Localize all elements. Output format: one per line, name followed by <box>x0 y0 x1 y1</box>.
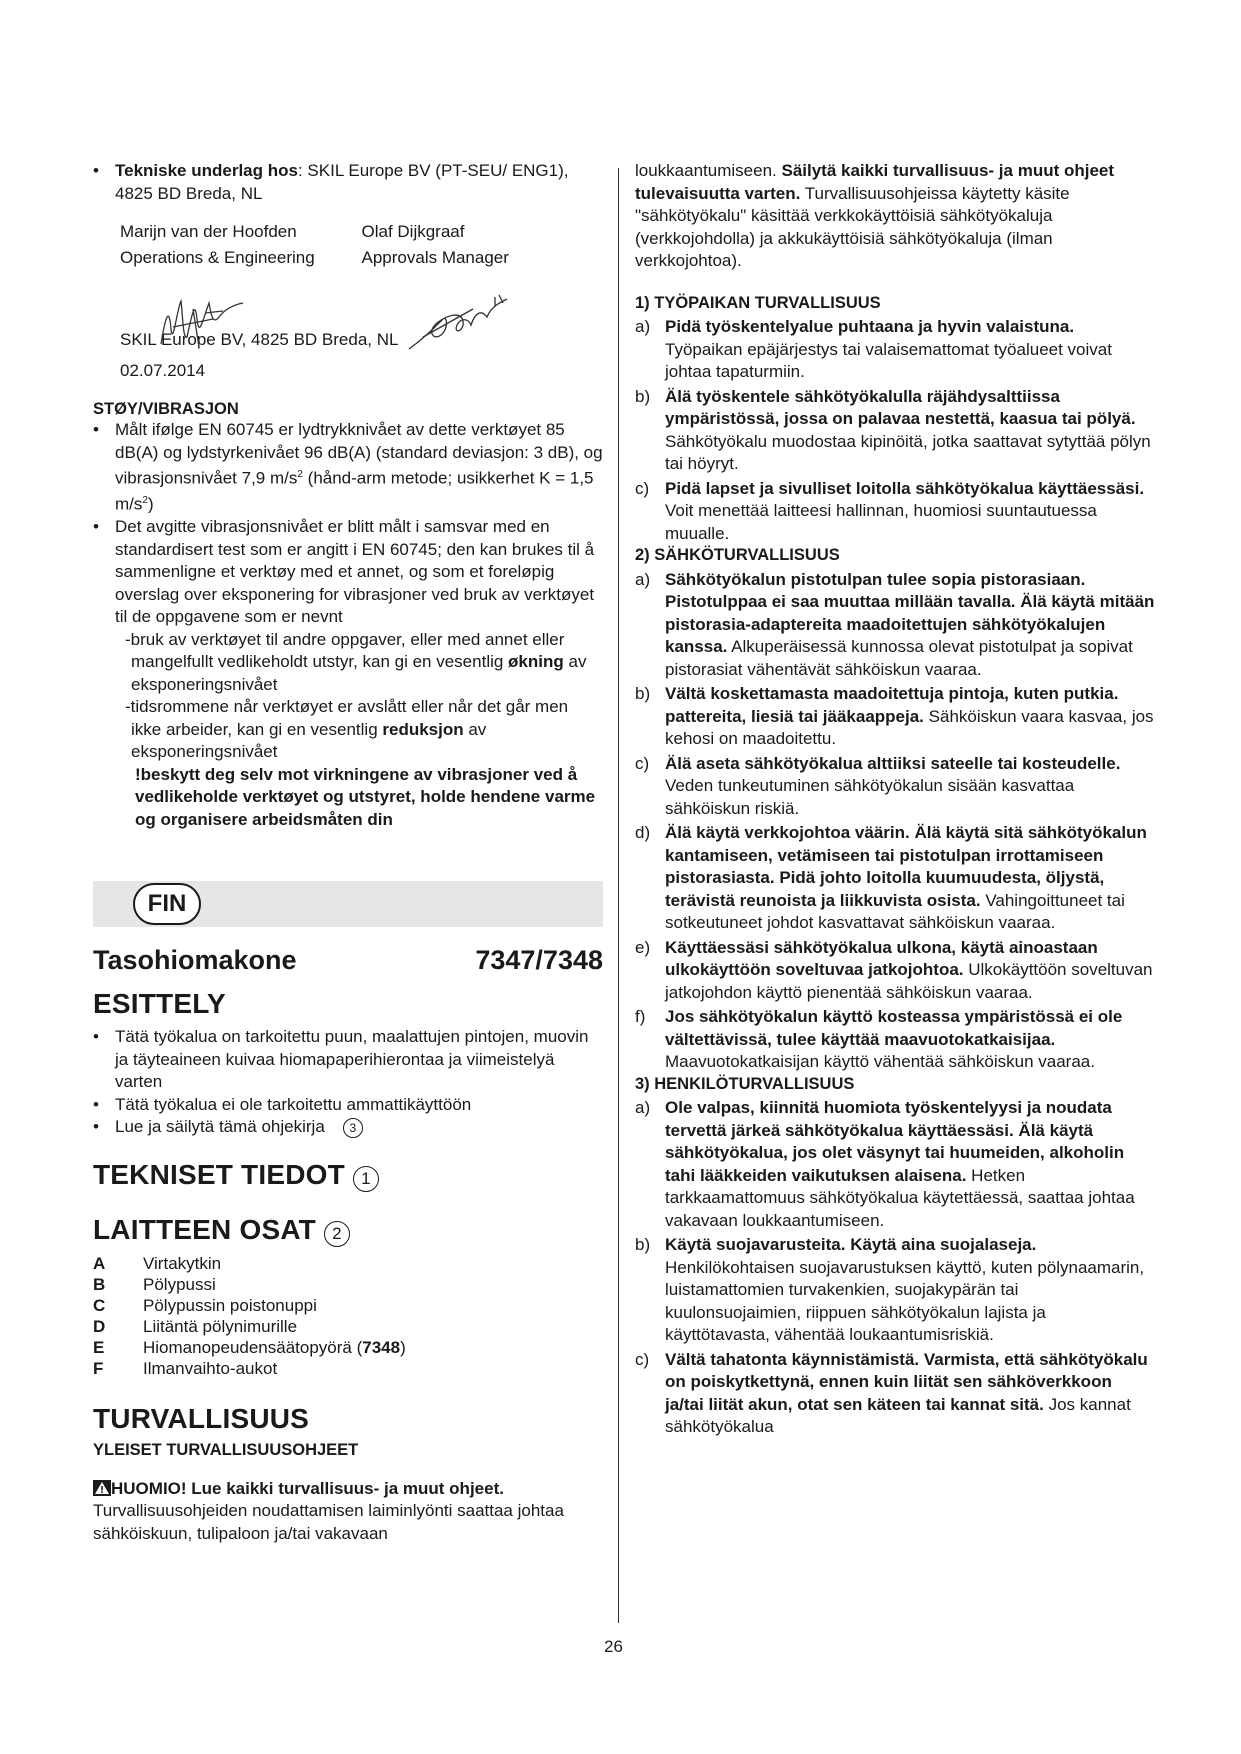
language-band <box>93 881 603 927</box>
safety-item-label: d) <box>635 823 651 842</box>
safety-item-bold: Älä työskentele sähkötyökalulla räjähdysalttiissa ympäristössä, jossa on palavaa nestettä, kaasua tai pölyä. <box>665 386 1136 428</box>
safety-item-label: c) <box>635 1349 650 1369</box>
safety-item-text: Henkilökohtaisen suojavarustuksen käyttö, kuten pölynaamarin, luistamattomien turvakenkien, suojakypärän tai kuulonsuojaimien, riippuen sähkötyökalun lajista ja käyttötavasta, vähentää loukaantumisriskiä. <box>665 1257 1145 1344</box>
safety-item-text: Alkuperäisessä kunnossa olevat pistotulpat ja sopivat pistorasiat vähentävät sähköiskun vaaraa. <box>665 637 1133 679</box>
intro-bullet-2: • Tätä työkalua ei ole tarkoitettu ammattikäyttöön <box>93 1094 603 1117</box>
part-item <box>93 1358 603 1379</box>
safety-item-label: c) <box>635 753 650 773</box>
part-label: Pölypussin poistonuppi <box>143 1295 317 1315</box>
safety-item <box>635 822 1155 935</box>
noise-bullet-2: • Det avgitte vibrasjonsnivået er blitt målt i samsvar med en standardisert test som er angitt i EN 60745; den kan brukes til å sammenligne et verktøy med et annet, og som et foreløpig overslag over eksponering for vibrasjoner ved bruk av verktøyet til de oppgavene som er nevnt <box>93 516 603 629</box>
safety-item-label: f) <box>635 1007 646 1026</box>
part-label: Virtakytkin <box>143 1253 222 1273</box>
noise-measure-text: Målt ifølge EN 60745 er lydtrykknivået av dette verktøyet 85 dB(A) og lydstyrkenivået 96 dB(A) (standard deviasjon: 3 dB), og vibrasjonsnivået 7,9 m/s <box>115 420 603 488</box>
safety-item-text: Hetken tarkkaamattomuus sähkötyökalua käytettäessä, saattaa johtaa vakavaan loukkaantumiseen. <box>665 1165 1135 1230</box>
intro-heading: ESITTELY <box>93 988 226 1020</box>
part-key: B <box>93 1274 106 1294</box>
signer-1 <box>120 219 362 271</box>
intro-bullet-3 <box>93 1116 603 1139</box>
right-column <box>635 160 1155 1439</box>
figure-ref-icon: 3 <box>343 1118 363 1138</box>
exposure-text: -bruk av verktøyet til andre oppgaver, eller med annet eller mangelfullt vedlikeholdt utstyr, kan gi en vesentlig <box>125 629 565 672</box>
company-address: SKIL Europe BV, 4825 BD Breda, NL <box>120 330 399 349</box>
part-key: F <box>93 1358 104 1378</box>
part-key: E <box>93 1337 105 1357</box>
safety-item <box>635 1234 1155 1347</box>
technical-docs-text: : SKIL Europe BV (PT-SEU/ ENG1), 4825 BD Breda, NL <box>115 161 569 203</box>
safety-item <box>635 569 1155 682</box>
page-number: 26 <box>604 1637 623 1656</box>
column-divider <box>618 168 619 1623</box>
signature-2-icon <box>403 289 523 359</box>
exposure-bold: økning <box>508 652 564 672</box>
safety-item <box>635 1006 1155 1074</box>
warning-bold-text: HUOMIO! Lue kaikki turvallisuus- ja muut ohjeet. <box>111 1478 504 1498</box>
exposure-reduction-note <box>125 696 603 764</box>
safety-item-text: Maavuotokatkaisijan käyttö vähentää sähköiskun vaaraa. <box>665 1052 1095 1071</box>
signer-2 <box>362 219 604 271</box>
figure-ref-icon: 1 <box>353 1166 379 1192</box>
cont-text-2: Turvallisuusohjeissa käytetty käsite "sähkötyökalu" käsittää verkkokäyttöisiä sähkötyökaluja (verkkojohdolla) ja akkukäyttöisiä sähkötyökaluja (ilman verkkojohtoa). <box>635 183 1070 270</box>
intro-bullet-3-text: Lue ja säilytä tämä ohjekirja <box>115 1117 325 1137</box>
safety-item-bold: Käyttäessäsi sähkötyökalua ulkona, käytä ainoastaan ulkokäyttöön soveltuvaa jatkojohtoa. <box>665 937 1098 979</box>
cont-text: loukkaantumiseen. <box>635 161 782 180</box>
part-item <box>93 1316 603 1337</box>
warning-text: Turvallisuusohjeiden noudattamisen laiminlyönti saattaa johtaa sähköiskuun, tulipaloon ja/tai vakavaan <box>93 1501 564 1543</box>
parts-heading <box>93 1214 603 1247</box>
exposure-bold: reduksjon <box>382 719 464 739</box>
safety-item <box>635 753 1155 821</box>
safety-item-bold: Pidä työskentelyalue puhtaana ja hyvin valaistuna. <box>665 317 1075 336</box>
safety-item <box>635 1349 1155 1439</box>
safety-item-label: c) <box>635 478 650 498</box>
cont-bold: Säilytä kaikki turvallisuus- ja muut ohjeet tulevaisuutta varten. <box>635 161 1115 203</box>
exposure-increase-note <box>125 629 603 697</box>
safety-item-label: a) <box>635 317 651 336</box>
part-item <box>93 1253 603 1274</box>
parts-heading-text: LAITTEEN OSAT <box>93 1213 316 1245</box>
product-title-row <box>93 945 603 976</box>
signatures <box>153 289 603 359</box>
safety-item-label: b) <box>635 386 651 406</box>
intro-bullet-1: • Tätä työkalua on tarkoitettu puun, maalattujen pintojen, muovin ja täyteaineen kuivaa hiomapaperihierontaa ja viimeistelyä varten <box>93 1026 603 1094</box>
signers <box>120 219 603 271</box>
safety-item-bold: Älä käytä verkkojohtoa väärin. Älä käytä sitä sähkötyökalun kantamiseen, vetämiseen tai pistotulpan irrottamiseen pistorasiasta. Pidä johto loitolla kuumuudesta, öljystä, terävistä reunoista ja liikkuvista osista. <box>665 823 1147 910</box>
safety-section-title: 2) SÄHKÖTURVALLISUUS <box>635 546 840 564</box>
safety-item-bold: Sähkötyökalun pistotulpan tulee sopia pistorasiaan. Pistotulppaa ei saa muuttaa millään tavalla. Älä käytä mitään pistorasia-adaptereita maadoitettujen sähkötyökalujen kanssa. <box>665 569 1155 656</box>
safety-item-bold: Jos sähkötyökalun käyttö kosteassa ympäristössä ei ole vältettävissä, tulee käyttää maavuotokatkaisijaa. <box>665 1007 1123 1049</box>
safety-item-label: b) <box>635 684 651 703</box>
exposure-text: av eksponeringsnivået <box>131 719 487 762</box>
safety-item <box>635 1097 1155 1232</box>
safety-item <box>635 937 1155 1005</box>
language-badge: FIN <box>133 883 201 925</box>
safety-item <box>635 478 1155 546</box>
safety-item-text: Ulkokäyttöön soveltuvan jatkojohdon käyttö pienentää sähköiskun vaaraa. <box>665 960 1153 1002</box>
signer-name: Marijn van der Hoofden <box>120 222 297 241</box>
noise-measure-text-2: (hånd-arm metode; usikkerhet K = 1,5 m/s <box>115 468 594 514</box>
product-name: Tasohiomakone <box>93 945 297 976</box>
general-safety-continued <box>635 160 1155 273</box>
safety-item-bold: Vältä koskettamasta maadoitettuja pintoja, kuten putkia. pattereita, liesiä tai jääkaappeja. <box>665 684 1119 726</box>
part-label: Liitäntä pölynimurille <box>143 1316 298 1336</box>
safety-item-bold: Käytä suojavarusteita. Käytä aina suojalaseja. <box>665 1235 1037 1254</box>
safety-item <box>635 386 1155 476</box>
noise-measure-text-3: ) <box>147 494 154 514</box>
part-key: D <box>93 1316 106 1336</box>
safety-item-text: Työpaikan epäjärjestys tai valaisemattomat työalueet voivat johtaa tapaturmiin. <box>665 339 1112 381</box>
part-model: 7348 <box>362 1337 401 1357</box>
safety-warning <box>93 1478 603 1546</box>
part-key: A <box>93 1253 106 1273</box>
left-column <box>93 160 603 1545</box>
safety-item-bold: Älä aseta sähkötyökalua alttiiksi sateelle tai kosteudelle. <box>665 753 1121 773</box>
warning-icon <box>93 1480 111 1496</box>
safety-item-bold: Vältä tahatonta käynnistämistä. Varmista, että sähkötyökalu on poiskytkettynä, ennen kuin liität sen sähköverkkoon ja/tai liität akun, otat sen käteen tai kannat sitä. <box>665 1349 1148 1414</box>
technical-docs-line <box>93 160 603 205</box>
safety-section-title: 3) HENKILÖTURVALLISUUS <box>635 1074 855 1093</box>
signature-1-icon <box>153 289 263 354</box>
safety-item-bold: Ole valpas, kiinnitä huomiota työskentelyysi ja noudata tervettä järkeä sähkötyökalua käyttäessäsi. Älä käytä sähkötyökalua, jos olet väsynyt tai huumeiden, alkoholin tahi lääkkeiden vaikutuksen alaisena. <box>665 1098 1125 1185</box>
safety-item-text: Sähköiskun vaara kasvaa, jos kehosi on maadoitettu. <box>665 706 1154 748</box>
safety-item-label: e) <box>635 937 651 957</box>
safety-item-label: a) <box>635 1098 651 1117</box>
safety-subheading: YLEISET TURVALLISUUSOHJEET <box>93 1440 359 1459</box>
superscript: 2 <box>142 495 148 507</box>
product-model: 7347/7348 <box>475 945 603 976</box>
safety-item-text: Sähkötyökalu muodostaa kipinöitä, jotka saattavat sytyttää pölyn tai höyryt. <box>665 431 1151 473</box>
technical-docs-label: Tekniske underlag hos <box>115 161 298 180</box>
noise-vibration-heading: STØY/VIBRASJON <box>93 400 239 418</box>
declaration-date: 02.07.2014 <box>120 360 206 380</box>
part-label-tail: ) <box>400 1337 406 1357</box>
safety-item <box>635 683 1155 751</box>
safety-item-text: Jos kannat sähkötyökalua <box>665 1394 1131 1436</box>
safety-item-bold: Pidä lapset ja sivulliset loitolla sähkötyökalua käyttäessäsi. <box>665 478 1145 498</box>
safety-item-text: Vahingoittuneet tai sotkeutuneet johdot kasvattavat sähköiskun vaaraa. <box>665 890 1125 932</box>
signer-name: Olaf Dijkgraaf <box>361 222 465 241</box>
part-label: Ilmanvaihto-aukot <box>143 1358 278 1378</box>
parts-list <box>93 1253 603 1379</box>
tech-data-heading-text: TEKNISET TIEDOT <box>93 1158 345 1190</box>
part-item <box>93 1337 603 1358</box>
safety-item-text: Veden tunkeutuminen sähkötyökalun sisään kasvattaa sähköiskun riskiä. <box>665 776 1075 818</box>
superscript: 2 <box>297 469 303 480</box>
signer-title: Operations & Engineering <box>120 248 315 267</box>
part-label: Pölypussi <box>143 1274 216 1294</box>
safety-item <box>635 316 1155 384</box>
figure-ref-icon: 2 <box>324 1221 350 1247</box>
protect-warning: !beskytt deg selv mot virkningene av vibrasjoner ved å vedlikeholde verktøyet og utstyret, holde hendene varme og organisere arbeidsmåten din <box>135 764 596 829</box>
noise-bullet-1 <box>93 419 603 516</box>
part-label: Hiomanopeudensäätopyörä ( <box>143 1337 363 1357</box>
safety-item-label: b) <box>635 1235 651 1254</box>
safety-heading: TURVALLISUUS <box>93 1402 310 1434</box>
safety-item-label: a) <box>635 569 651 589</box>
safety-sections <box>635 293 1155 1439</box>
part-key: C <box>93 1295 106 1315</box>
safety-item-text: Voit menettää laitteesi hallinnan, huomiosi suuntautuessa muualle. <box>665 501 1097 543</box>
signer-title: Approvals Manager <box>361 248 509 267</box>
part-item <box>93 1274 603 1295</box>
exposure-text: -tidsrommene når verktøyet er avslått eller når det går men ikke arbeider, kan gi en vesentlig <box>125 697 569 739</box>
safety-section-title: 1) TYÖPAIKAN TURVALLISUUS <box>635 293 881 312</box>
tech-data-heading <box>93 1159 603 1192</box>
part-item <box>93 1295 603 1316</box>
exposure-text: av eksponeringsnivået <box>131 652 587 694</box>
